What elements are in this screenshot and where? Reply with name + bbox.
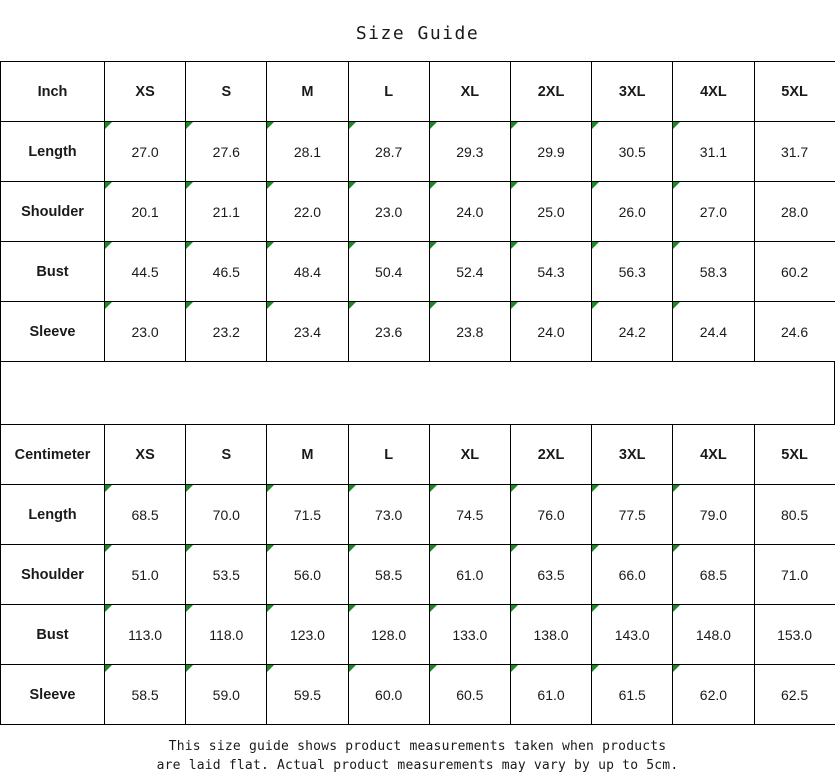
cell-shoulder-xl: 61.0 [429,545,510,605]
table-header-row [1,425,835,485]
cell-length-3xl: 77.5 [592,485,673,545]
cell-sleeve-xs: 23.0 [105,302,186,362]
cell-bust-m: 48.4 [267,242,348,302]
cell-length-s: 70.0 [186,485,267,545]
cell-shoulder-l: 23.0 [348,182,429,242]
cell-bust-4xl: 58.3 [673,242,754,302]
unit-label-centimeter: Centimeter [1,425,105,485]
size-header-m: M [267,425,348,485]
cell-bust-l: 128.0 [348,605,429,665]
size-header-3xl: 3XL [592,425,673,485]
cell-bust-5xl: 60.2 [754,242,835,302]
cell-shoulder-l: 58.5 [348,545,429,605]
cell-sleeve-l: 23.6 [348,302,429,362]
cell-length-xl: 29.3 [429,122,510,182]
size-header-m: M [267,62,348,122]
cell-shoulder-s: 53.5 [186,545,267,605]
cell-length-5xl: 80.5 [754,485,835,545]
size-header-s: S [186,425,267,485]
cell-bust-s: 46.5 [186,242,267,302]
cell-shoulder-m: 56.0 [267,545,348,605]
size-header-l: L [348,425,429,485]
cell-length-4xl: 31.1 [673,122,754,182]
cell-shoulder-5xl: 28.0 [754,182,835,242]
size-header-4xl: 4XL [673,62,754,122]
cell-sleeve-xl: 60.5 [429,665,510,725]
measure-label-shoulder: Shoulder [1,182,105,242]
cell-shoulder-xl: 24.0 [429,182,510,242]
cell-bust-5xl: 153.0 [754,605,835,665]
inch-table-wrapper [0,61,835,362]
measure-label-sleeve: Sleeve [1,302,105,362]
cell-bust-s: 118.0 [186,605,267,665]
cell-sleeve-2xl: 24.0 [510,302,591,362]
measure-label-bust: Bust [1,605,105,665]
cell-bust-xs: 44.5 [105,242,186,302]
cell-sleeve-3xl: 61.5 [592,665,673,725]
size-header-xs: XS [105,62,186,122]
cell-length-m: 71.5 [267,485,348,545]
cell-shoulder-3xl: 26.0 [592,182,673,242]
cell-length-3xl: 30.5 [592,122,673,182]
cell-length-xl: 74.5 [429,485,510,545]
cell-bust-m: 123.0 [267,605,348,665]
cell-sleeve-5xl: 62.5 [754,665,835,725]
cell-sleeve-m: 59.5 [267,665,348,725]
cell-length-m: 28.1 [267,122,348,182]
size-header-2xl: 2XL [510,62,591,122]
size-header-5xl: 5XL [754,425,835,485]
table-row [1,545,835,605]
cell-sleeve-l: 60.0 [348,665,429,725]
cell-shoulder-3xl: 66.0 [592,545,673,605]
cell-shoulder-m: 22.0 [267,182,348,242]
cell-bust-xl: 52.4 [429,242,510,302]
cell-length-4xl: 79.0 [673,485,754,545]
cell-sleeve-xl: 23.8 [429,302,510,362]
cell-length-s: 27.6 [186,122,267,182]
cell-length-xs: 27.0 [105,122,186,182]
table-gap-divider [0,362,835,424]
cell-sleeve-s: 59.0 [186,665,267,725]
size-header-s: S [186,62,267,122]
size-header-2xl: 2XL [510,425,591,485]
footnote [0,725,835,775]
cell-shoulder-4xl: 68.5 [673,545,754,605]
size-header-xl: XL [429,62,510,122]
measure-label-sleeve: Sleeve [1,665,105,725]
footnote-line-2: are laid flat. Actual product measurements may vary by up to 5cm. [156,758,679,773]
cell-shoulder-2xl: 63.5 [510,545,591,605]
table-row [1,665,835,725]
inch-size-table [0,61,835,362]
cell-bust-xs: 113.0 [105,605,186,665]
unit-label-inch: Inch [1,62,105,122]
size-header-xs: XS [105,425,186,485]
table-row [1,182,835,242]
cell-bust-l: 50.4 [348,242,429,302]
footnote-line-1: This size guide shows product measurements taken when products [168,739,667,754]
table-header-row [1,62,835,122]
size-header-3xl: 3XL [592,62,673,122]
cell-length-l: 73.0 [348,485,429,545]
table-row [1,485,835,545]
cell-bust-4xl: 148.0 [673,605,754,665]
page-title: Size Guide [355,23,480,44]
cell-bust-xl: 133.0 [429,605,510,665]
cell-sleeve-xs: 58.5 [105,665,186,725]
cell-sleeve-3xl: 24.2 [592,302,673,362]
cell-sleeve-4xl: 62.0 [673,665,754,725]
cell-length-5xl: 31.7 [754,122,835,182]
measure-label-length: Length [1,122,105,182]
cell-sleeve-2xl: 61.0 [510,665,591,725]
cell-length-xs: 68.5 [105,485,186,545]
cell-bust-2xl: 138.0 [510,605,591,665]
cell-sleeve-s: 23.2 [186,302,267,362]
size-header-xl: XL [429,425,510,485]
cell-shoulder-2xl: 25.0 [510,182,591,242]
cell-sleeve-m: 23.4 [267,302,348,362]
cell-length-2xl: 76.0 [510,485,591,545]
cell-length-l: 28.7 [348,122,429,182]
centimeter-table-wrapper [0,424,835,725]
table-row [1,122,835,182]
cell-bust-2xl: 54.3 [510,242,591,302]
cell-shoulder-xs: 51.0 [105,545,186,605]
cell-sleeve-5xl: 24.6 [754,302,835,362]
measure-label-shoulder: Shoulder [1,545,105,605]
cell-length-2xl: 29.9 [510,122,591,182]
measure-label-length: Length [1,485,105,545]
table-row [1,242,835,302]
cell-shoulder-5xl: 71.0 [754,545,835,605]
cell-bust-3xl: 143.0 [592,605,673,665]
cell-shoulder-4xl: 27.0 [673,182,754,242]
measure-label-bust: Bust [1,242,105,302]
table-row [1,605,835,665]
cell-bust-3xl: 56.3 [592,242,673,302]
size-header-5xl: 5XL [754,62,835,122]
cell-shoulder-s: 21.1 [186,182,267,242]
centimeter-size-table [0,424,835,725]
cell-sleeve-4xl: 24.4 [673,302,754,362]
table-row [1,302,835,362]
size-header-l: L [348,62,429,122]
size-header-4xl: 4XL [673,425,754,485]
cell-shoulder-xs: 20.1 [105,182,186,242]
